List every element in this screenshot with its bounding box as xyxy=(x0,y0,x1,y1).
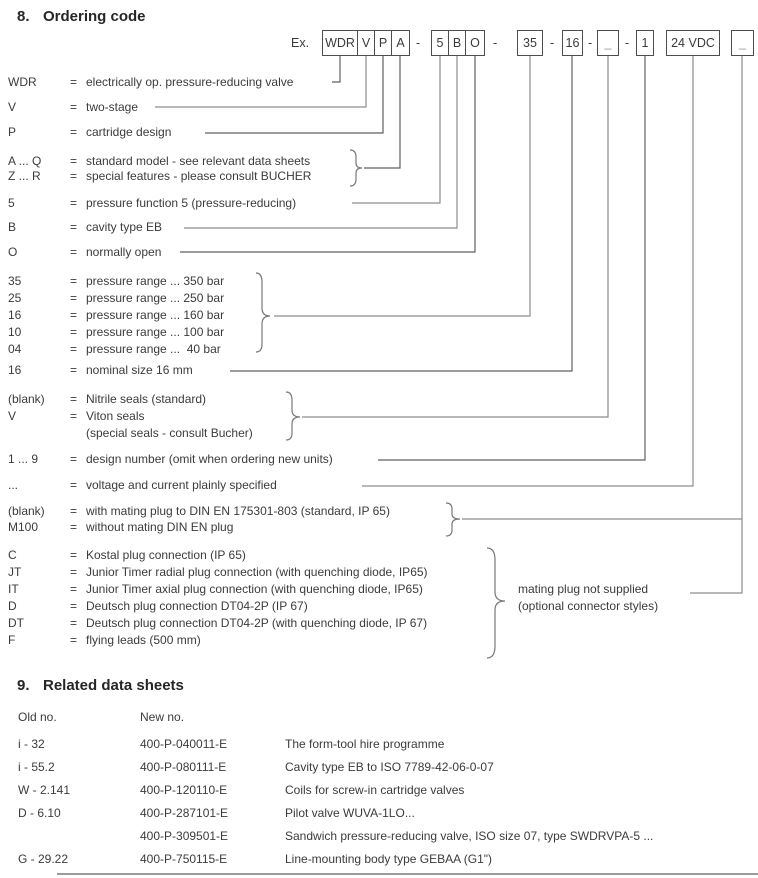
code-value: WDR xyxy=(8,75,37,89)
code-row xyxy=(8,599,308,613)
table-row xyxy=(18,852,492,866)
code-box-nominal-size: 16 xyxy=(562,30,583,56)
code-value: 35 xyxy=(8,274,22,288)
code-description: pressure range ... 160 bar xyxy=(86,308,225,322)
code-row xyxy=(8,616,427,630)
code-description: pressure range ... 100 bar xyxy=(86,325,225,339)
code-value: (blank) xyxy=(8,504,45,518)
equals-sign: = xyxy=(70,392,78,406)
code-value: 25 xyxy=(8,291,22,305)
code-row xyxy=(8,452,333,466)
code-value: A ... Q xyxy=(8,154,42,168)
old-no: D - 6.10 xyxy=(18,806,61,820)
equals-sign: = xyxy=(70,100,78,114)
table-row xyxy=(18,806,415,820)
old-no: G - 29.22 xyxy=(18,852,69,866)
new-no: 400-P-080111-E xyxy=(140,760,227,774)
code-row xyxy=(8,100,138,114)
code-description: Junior Timer axial plug connection (with quenching diode, IP65) xyxy=(86,582,423,596)
equals-sign: = xyxy=(70,125,78,139)
code-description: (special seals - consult Bucher) xyxy=(86,426,253,440)
sheet-description: Coils for screw-in cartridge valves xyxy=(285,783,465,797)
code-value: ... xyxy=(8,478,19,492)
code-row xyxy=(8,169,311,183)
code-row xyxy=(8,504,390,518)
equals-sign: = xyxy=(70,325,78,339)
code-value: F xyxy=(8,633,16,647)
code-row xyxy=(8,426,253,440)
code-row xyxy=(8,392,206,406)
code-value: M100 xyxy=(8,520,39,534)
code-box-o: O xyxy=(465,30,485,56)
page-bottom-rule xyxy=(57,873,758,875)
sheet-description: Line-mounting body type GEBAA (G1") xyxy=(285,852,493,866)
sheet-description: Sandwich pressure-reducing valve, ISO size 07, type SWDRVPA-5 ... xyxy=(285,829,654,843)
column-header-new-no: New no. xyxy=(140,710,185,724)
code-description: Deutsch plug connection DT04-2P (with quenching diode, IP 67) xyxy=(86,616,428,630)
code-description: Viton seals xyxy=(86,409,145,423)
section-number: 8. xyxy=(17,8,30,25)
code-value: JT xyxy=(8,565,22,579)
code-description: standard model - see relevant data sheets xyxy=(86,154,311,168)
equals-sign: = xyxy=(70,565,78,579)
code-description: Deutsch plug connection DT04-2P (IP 67) xyxy=(86,599,308,613)
code-row xyxy=(8,154,310,168)
code-row xyxy=(8,342,221,356)
equals-sign: = xyxy=(70,633,78,647)
equals-sign: = xyxy=(70,452,78,466)
code-row xyxy=(8,308,224,322)
equals-sign: = xyxy=(70,169,78,183)
dash-separator: - xyxy=(625,36,630,50)
code-row xyxy=(8,220,162,234)
equals-sign: = xyxy=(70,342,78,356)
equals-sign: = xyxy=(70,599,78,613)
table-row xyxy=(18,737,444,751)
code-value: DT xyxy=(8,616,24,630)
mating-plug-note-line1: mating plug not supplied xyxy=(518,582,649,596)
code-description: cavity type EB xyxy=(86,220,163,234)
code-description: Junior Timer radial plug connection (with quenching diode, IP65) xyxy=(86,565,428,579)
old-no: i - 55.2 xyxy=(18,760,55,774)
code-value: P xyxy=(8,125,17,139)
equals-sign: = xyxy=(70,548,78,562)
code-value: 10 xyxy=(8,325,22,339)
code-description: cartridge design xyxy=(86,125,172,139)
equals-sign: = xyxy=(70,220,78,234)
code-box-a: A xyxy=(391,30,410,56)
code-box-connector-blank: _ xyxy=(731,30,754,56)
code-box-pressure-range: 35 xyxy=(517,30,543,56)
code-box-wdr: WDR xyxy=(322,30,358,56)
code-description: without mating DIN EN plug xyxy=(86,520,234,534)
old-no: i - 32 xyxy=(18,737,45,751)
dash-separator: - xyxy=(550,36,555,50)
dash-separator: - xyxy=(588,36,593,50)
code-description: Kostal plug connection (IP 65) xyxy=(86,548,246,562)
section-8-title xyxy=(17,8,146,25)
code-value xyxy=(8,426,70,440)
code-description: pressure range ... 350 bar xyxy=(86,274,225,288)
old-no xyxy=(18,829,140,843)
code-value: 5 xyxy=(8,196,15,210)
code-row xyxy=(8,325,224,339)
table-row xyxy=(18,829,653,843)
code-value: 16 xyxy=(8,363,22,377)
equals-sign: = xyxy=(70,520,78,534)
new-no: 400-P-309501-E xyxy=(140,829,229,843)
dash-separator: - xyxy=(416,36,421,50)
sheet-description: Cavity type EB to ISO 7789-42-06-0-07 xyxy=(285,760,494,774)
section-title-text: Related data sheets xyxy=(43,677,184,694)
code-value: 1 ... 9 xyxy=(8,452,39,466)
code-description: pressure function 5 (pressure-reducing) xyxy=(86,196,297,210)
code-row xyxy=(8,409,144,423)
new-no: 400-P-120110-E xyxy=(140,783,228,797)
equals-sign: = xyxy=(70,616,78,630)
code-box-b: B xyxy=(448,30,466,56)
section-9-title xyxy=(17,677,184,694)
code-box-p: P xyxy=(374,30,392,56)
code-value: IT xyxy=(8,582,19,596)
code-value: O xyxy=(8,245,18,259)
code-description: with mating plug to DIN EN 175301-803 (standard, IP 65) xyxy=(86,504,390,518)
code-row xyxy=(8,565,428,579)
code-row xyxy=(8,520,233,534)
code-row xyxy=(8,125,171,139)
code-row xyxy=(8,75,293,89)
sheet-description: Pilot valve WUVA-1LO... xyxy=(285,806,415,820)
related-table-header xyxy=(18,710,285,724)
code-value: 04 xyxy=(8,342,22,356)
code-box-voltage: 24 VDC xyxy=(666,30,720,56)
code-description: electrically op. pressure-reducing valve xyxy=(86,75,294,89)
new-no: 400-P-287101-E xyxy=(140,806,229,820)
code-value: C xyxy=(8,548,17,562)
new-no: 400-P-040011-E xyxy=(140,737,228,751)
code-box-group-function xyxy=(431,30,485,56)
equals-sign: = xyxy=(70,363,78,377)
equals-sign: = xyxy=(70,154,78,168)
code-value: Z ... R xyxy=(8,169,41,183)
code-box-v: V xyxy=(357,30,375,56)
old-no: W - 2.141 xyxy=(18,783,71,797)
code-row xyxy=(8,196,296,210)
code-row xyxy=(8,633,201,647)
equals-sign: = xyxy=(70,478,78,492)
code-box-seals-blank: _ xyxy=(597,30,619,56)
new-no: 400-P-750115-E xyxy=(140,852,228,866)
code-value: B xyxy=(8,220,17,234)
dash-separator: - xyxy=(493,36,498,50)
equals-sign xyxy=(70,426,86,440)
code-row xyxy=(8,274,224,288)
equals-sign: = xyxy=(70,196,78,210)
equals-sign: = xyxy=(70,245,78,259)
table-row xyxy=(18,783,464,797)
column-header-old-no: Old no. xyxy=(18,710,57,724)
code-description: voltage and current plainly specified xyxy=(86,478,277,492)
code-value: V xyxy=(8,409,17,423)
code-description: flying leads (500 mm) xyxy=(86,633,201,647)
code-row xyxy=(8,478,277,492)
equals-sign: = xyxy=(70,308,78,322)
example-label: Ex. xyxy=(291,36,310,50)
table-row xyxy=(18,760,494,774)
section-number: 9. xyxy=(17,677,30,694)
mating-plug-note-line2: (optional connector styles) xyxy=(518,599,659,613)
equals-sign: = xyxy=(70,274,78,288)
code-description: design number (omit when ordering new units) xyxy=(86,452,333,466)
code-value: V xyxy=(8,100,17,114)
equals-sign: = xyxy=(70,409,78,423)
code-description: nominal size 16 mm xyxy=(86,363,193,377)
code-value: D xyxy=(8,599,17,613)
code-description: special features - please consult BUCHER xyxy=(86,169,312,183)
code-row xyxy=(8,245,161,259)
code-description: pressure range ... 40 bar xyxy=(86,342,221,356)
code-description: normally open xyxy=(86,245,162,259)
code-description: pressure range ... 250 bar xyxy=(86,291,225,305)
code-description: two-stage xyxy=(86,100,139,114)
equals-sign: = xyxy=(70,582,78,596)
code-row xyxy=(8,548,246,562)
code-row xyxy=(8,291,224,305)
code-box-group-type xyxy=(322,30,410,56)
equals-sign: = xyxy=(70,75,78,89)
section-title-text: Ordering code xyxy=(43,8,146,25)
code-box-design-number: 1 xyxy=(636,30,654,56)
equals-sign: = xyxy=(70,291,78,305)
sheet-description: The form-tool hire programme xyxy=(285,737,445,751)
code-box-5: 5 xyxy=(431,30,449,56)
code-row xyxy=(8,363,193,377)
code-value: 16 xyxy=(8,308,22,322)
code-row xyxy=(8,582,423,596)
equals-sign: = xyxy=(70,504,78,518)
code-description: Nitrile seals (standard) xyxy=(86,392,207,406)
code-value: (blank) xyxy=(8,392,45,406)
